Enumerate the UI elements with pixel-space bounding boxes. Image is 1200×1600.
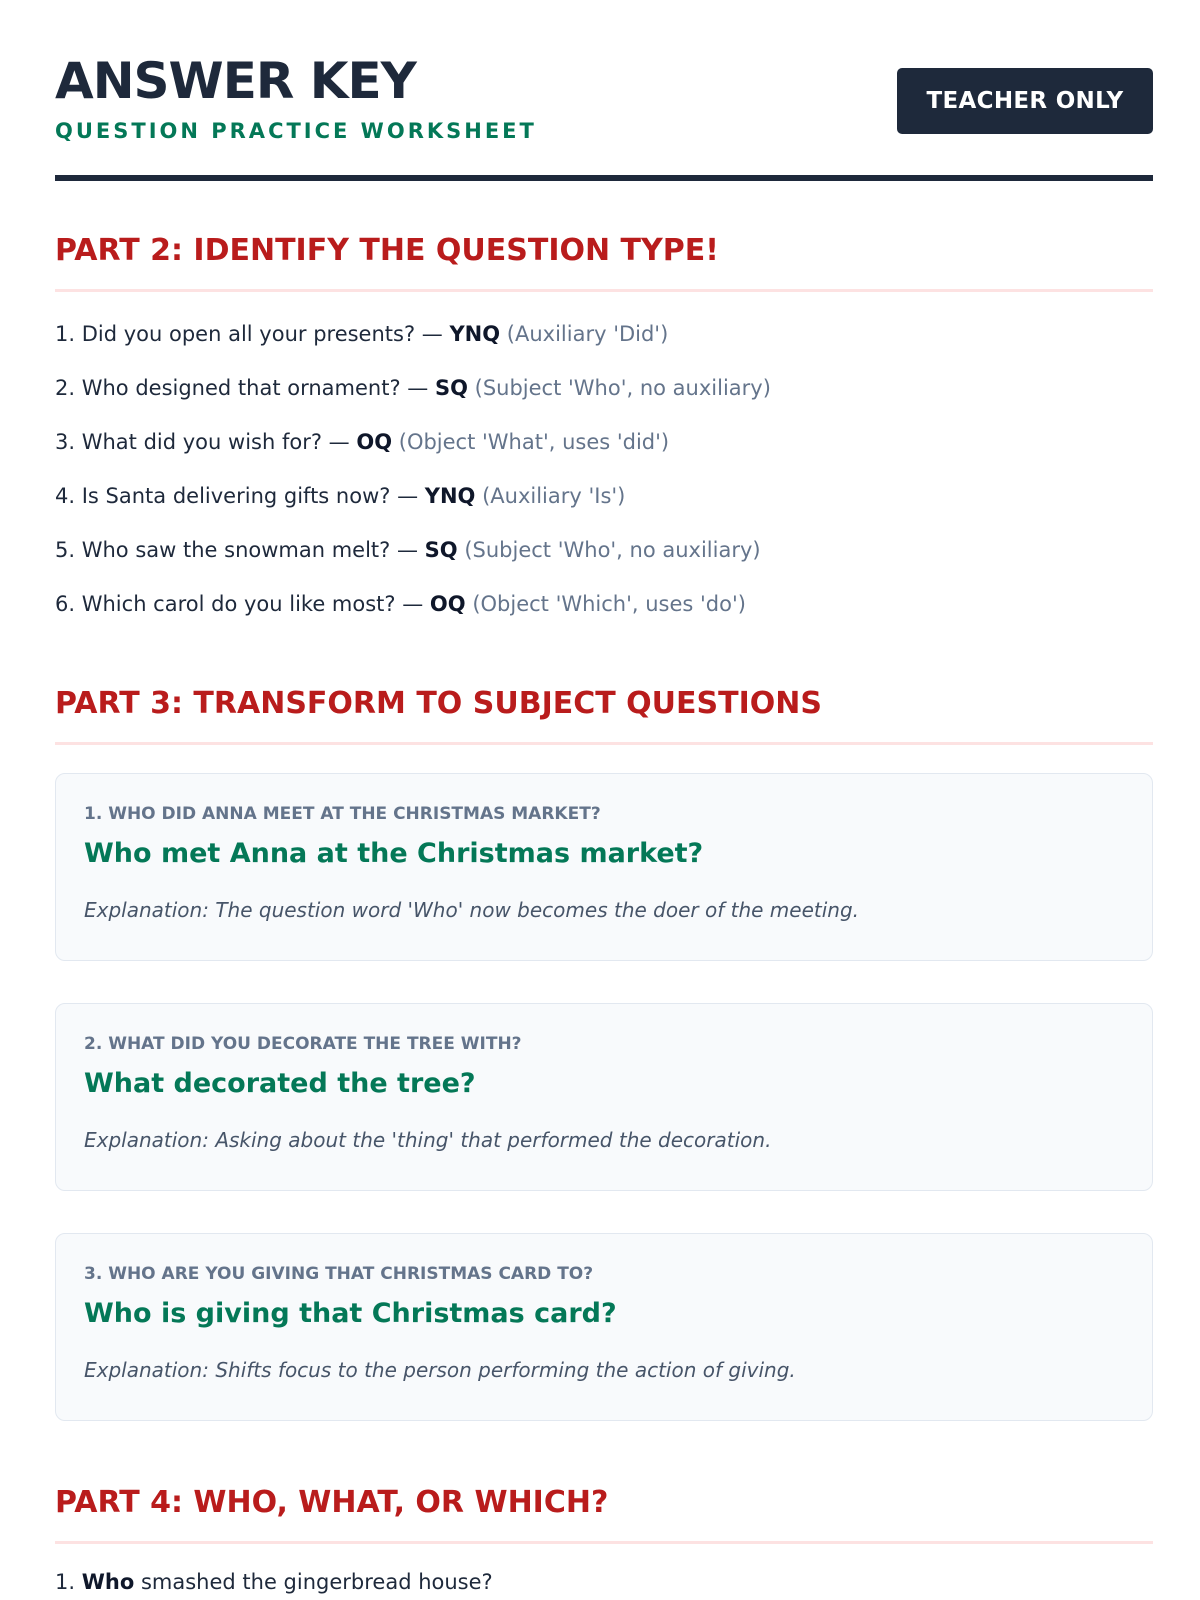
question-type-code: OQ — [429, 592, 466, 616]
item-dash: — — [400, 376, 435, 400]
question-type-code: YNQ — [449, 322, 501, 346]
item-dash: — — [390, 538, 425, 562]
card-answer: Who is giving that Christmas card? — [84, 1298, 617, 1329]
answer-card — [55, 1233, 1153, 1421]
part2-answer-list — [55, 316, 1153, 640]
item-number: 5. — [55, 538, 76, 562]
part3-title: PART 3: TRANSFORM TO SUBJECT QUESTIONS — [55, 686, 822, 721]
item-note: (Object 'What', uses 'did') — [398, 430, 670, 454]
card-prompt: 1. WHO DID ANNA MEET AT THE CHRISTMAS MARKET? — [84, 804, 601, 824]
list-item — [55, 532, 1153, 586]
item-number: 1. — [55, 1570, 76, 1594]
item-note: (Auxiliary 'Did') — [506, 322, 669, 346]
item-number: 3. — [55, 430, 76, 454]
item-number: 6. — [55, 592, 76, 616]
page-header — [55, 52, 1153, 182]
list-item — [55, 370, 1153, 424]
item-question: Which carol do you like most? — [81, 592, 396, 616]
answer-card — [55, 773, 1153, 961]
item-question: Is Santa delivering gifts now? — [81, 484, 391, 508]
item-note: (Object 'Which', uses 'do') — [472, 592, 746, 616]
item-dash: — — [390, 484, 425, 508]
item-number: 1. — [55, 322, 76, 346]
question-type-code: YNQ — [424, 484, 476, 508]
item-sentence: smashed the gingerbread house? — [140, 1570, 493, 1594]
item-dash: — — [395, 592, 430, 616]
item-question: Who designed that ornament? — [81, 376, 401, 400]
teacher-only-badge: TEACHER ONLY — [897, 68, 1153, 134]
list-item — [55, 586, 1153, 640]
part4-divider — [55, 1541, 1153, 1544]
part2-title: PART 2: IDENTIFY THE QUESTION TYPE! — [55, 233, 719, 268]
item-question: Did you open all your presents? — [81, 322, 416, 346]
item-note: (Subject 'Who', no auxiliary) — [464, 538, 761, 562]
header-divider — [55, 175, 1153, 181]
item-question: What did you wish for? — [81, 430, 322, 454]
item-dash: — — [415, 322, 450, 346]
page-title: ANSWER KEY — [55, 52, 416, 110]
item-note: (Auxiliary 'Is') — [482, 484, 626, 508]
part4-title: PART 4: WHO, WHAT, OR WHICH? — [55, 1485, 609, 1520]
list-item — [55, 316, 1153, 370]
page-subtitle: QUESTION PRACTICE WORKSHEET — [55, 119, 537, 143]
answer-word: Who — [81, 1570, 135, 1594]
part2-divider — [55, 289, 1153, 292]
item-question: Who saw the snowman melt? — [81, 538, 391, 562]
item-note: (Subject 'Who', no auxiliary) — [474, 376, 771, 400]
list-item — [55, 1566, 493, 1598]
question-type-code: OQ — [356, 430, 393, 454]
card-answer: What decorated the tree? — [84, 1068, 476, 1099]
card-prompt: 3. WHO ARE YOU GIVING THAT CHRISTMAS CARD TO? — [84, 1264, 594, 1284]
card-explanation: Explanation: Asking about the 'thing' that performed the decoration. — [84, 1128, 772, 1152]
card-explanation: Explanation: The question word 'Who' now becomes the doer of the meeting. — [84, 898, 859, 922]
item-number: 4. — [55, 484, 76, 508]
card-explanation: Explanation: Shifts focus to the person performing the action of giving. — [84, 1358, 796, 1382]
item-dash: — — [321, 430, 357, 454]
list-item — [55, 478, 1153, 532]
answer-card — [55, 1003, 1153, 1191]
question-type-code: SQ — [424, 538, 458, 562]
part3-divider — [55, 742, 1153, 745]
question-type-code: SQ — [434, 376, 468, 400]
list-item — [55, 424, 1153, 478]
item-number: 2. — [55, 376, 76, 400]
card-prompt: 2. WHAT DID YOU DECORATE THE TREE WITH? — [84, 1034, 522, 1054]
card-answer: Who met Anna at the Christmas market? — [84, 838, 704, 869]
